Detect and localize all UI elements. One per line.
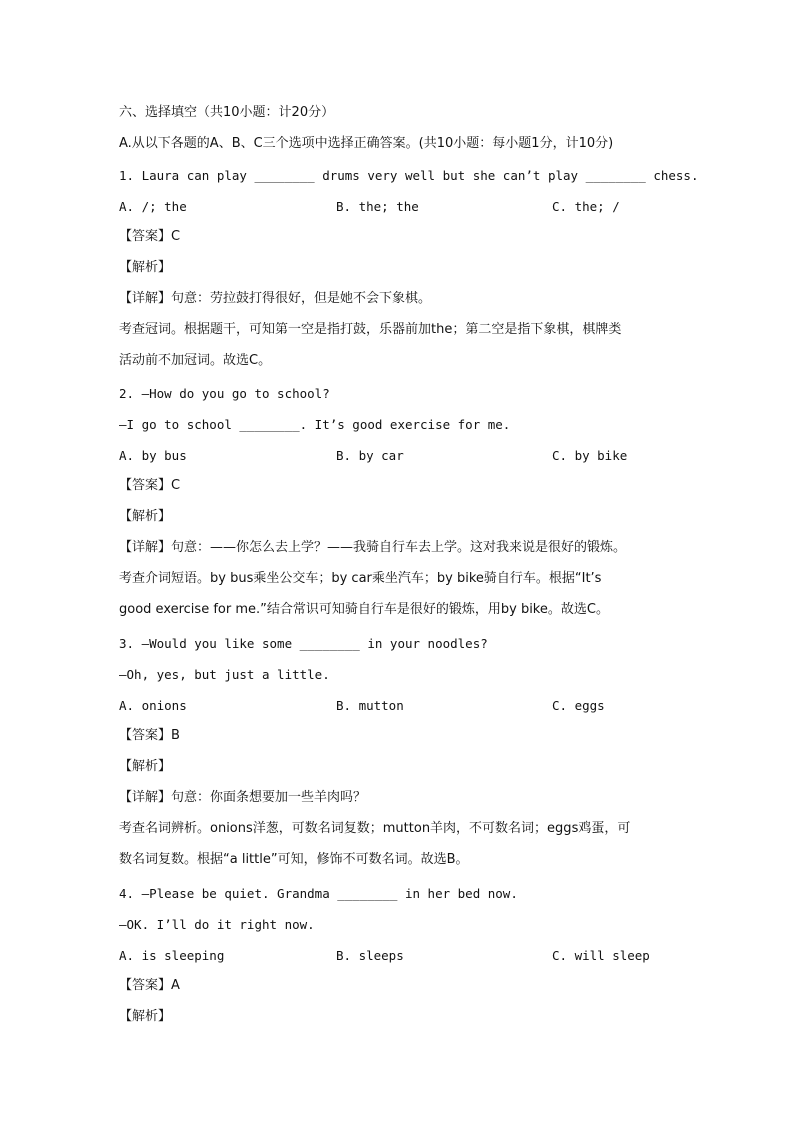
option-a: A. by bus xyxy=(119,448,187,463)
question-2-detail-1: 【详解】句意：——你怎么去上学？——我骑自行车去上学。这对我来说是很好的锻炼。 xyxy=(119,540,627,555)
option-c: C. by bike xyxy=(552,448,628,463)
question-3-analysis: 【解析】 xyxy=(119,759,172,774)
section-instructions: A.从以下各题的A、B、C三个选项中选择正确答案。(共10小题：每小题1分，计10分) xyxy=(119,136,614,151)
option-a: A. onions xyxy=(119,698,187,713)
question-1-stem: 1. Laura can play ________ drums very well but she can’t play ________ chess. xyxy=(119,168,699,183)
question-3-reply: —Oh, yes, but just a little. xyxy=(119,667,330,682)
option-b: B. sleeps xyxy=(336,948,404,963)
question-2-stem: 2. —How do you go to school? xyxy=(119,386,330,401)
option-c: C. eggs xyxy=(552,698,605,713)
option-a: A. /; the xyxy=(119,199,187,214)
option-c: C. will sleep xyxy=(552,948,650,963)
question-1-detail-1: 【详解】句意：劳拉鼓打得很好，但是她不会下象棋。 xyxy=(119,291,432,306)
question-3-stem: 3. —Would you like some ________ in your noodles? xyxy=(119,636,488,651)
question-1-answer: 【答案】C xyxy=(119,229,181,244)
question-3-detail-1: 【详解】句意：你面条想要加一些羊肉吗？ xyxy=(119,790,367,805)
question-3-detail-2: 考查名词辨析。onions洋葱，可数名词复数；mutton羊肉，不可数名词；eggs鸡蛋，可 xyxy=(119,821,631,836)
question-2-answer: 【答案】C xyxy=(119,478,181,493)
question-3-detail-3: 数名词复数。根据“a little”可知，修饰不可数名词。故选B。 xyxy=(119,852,469,867)
question-2-reply: —I go to school ________. It’s good exercise for me. xyxy=(119,417,511,432)
question-4-reply: —OK. I’ll do it right now. xyxy=(119,917,315,932)
option-a: A. is sleeping xyxy=(119,948,225,963)
question-2-detail-3: good exercise for me.”结合常识可知骑自行车是很好的锻炼，用by bike。故选C。 xyxy=(119,602,609,617)
question-1-analysis: 【解析】 xyxy=(119,260,172,275)
question-1-detail-3: 活动前不加冠词。故选C。 xyxy=(119,353,272,368)
question-2-analysis: 【解析】 xyxy=(119,509,172,524)
question-2-detail-2: 考查介词短语。by bus乘坐公交车；by car乘坐汽车；by bike骑自行车。根据“It’s xyxy=(119,571,602,586)
question-4-analysis: 【解析】 xyxy=(119,1009,172,1024)
option-b: B. mutton xyxy=(336,698,404,713)
question-4-stem: 4. —Please be quiet. Grandma ________ in her bed now. xyxy=(119,886,518,901)
question-4-answer: 【答案】A xyxy=(119,978,180,993)
option-c: C. the; / xyxy=(552,199,620,214)
question-3-answer: 【答案】B xyxy=(119,728,180,743)
section-title: 六、选择填空（共10小题：计20分） xyxy=(119,105,335,120)
option-b: B. the; the xyxy=(336,199,419,214)
option-b: B. by car xyxy=(336,448,404,463)
question-1-detail-2: 考查冠词。根据题干，可知第一空是指打鼓，乐器前加the；第二空是指下象棋，棋牌类 xyxy=(119,322,622,337)
